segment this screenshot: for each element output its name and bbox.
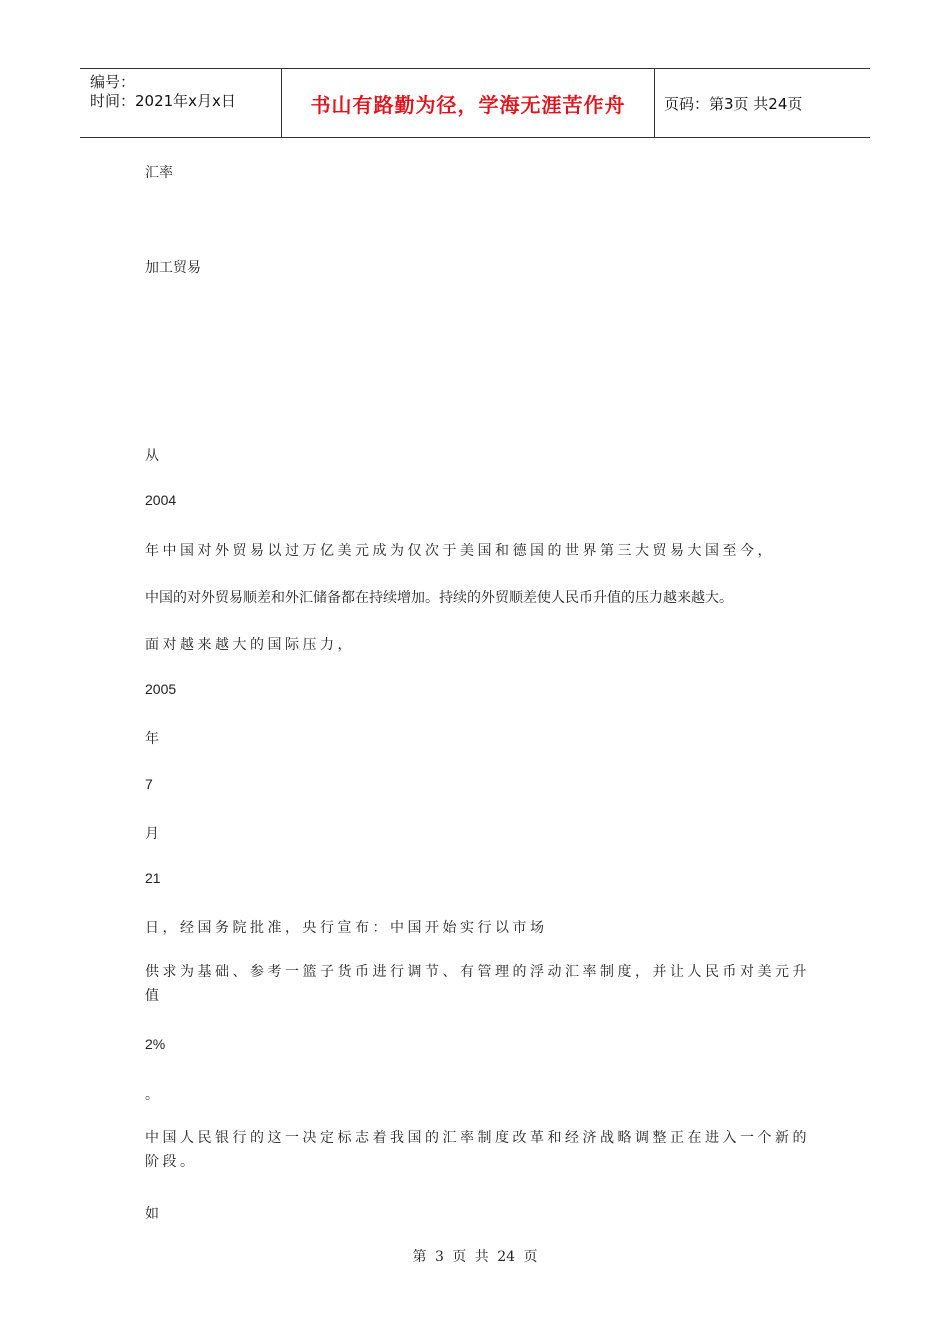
text-line: 日，经国务院批准，央行宣布：中国开始实行以市场	[145, 920, 548, 936]
text-paragraph: 供求为基础、参考一篮子货币进行调节、有管理的浮动汇率制度，并让人民币对美元升值	[145, 964, 810, 1004]
number-label: 编号：	[90, 73, 136, 91]
text-line: 21	[145, 870, 161, 886]
text-line: 年	[145, 731, 159, 747]
text-line: 。	[145, 1087, 159, 1103]
text-line: 2%	[145, 1036, 166, 1052]
text-paragraph: 中国人民银行的这一决定标志着我国的汇率制度改革和经济战略调整正在进入一个新的阶段。	[145, 1130, 810, 1170]
text-line: 2004	[145, 492, 177, 508]
text-line: 面对越来越大的国际压力，	[145, 637, 355, 653]
text-line: 2005	[145, 681, 177, 697]
time-label: 时间：2021年x月x日	[90, 92, 236, 110]
text-line: 7	[145, 776, 153, 792]
text-line: 中国的对外贸易顺差和外汇储备都在持续增加。持续的外贸顺差使人民币升值的压力越来越大。	[145, 590, 733, 606]
text-line: 加工贸易	[145, 260, 201, 276]
page-footer: 第 3 页 共 24 页	[412, 1249, 538, 1265]
header-divider	[654, 69, 655, 137]
text-line: 汇率	[145, 165, 173, 181]
header-motto: 书山有路勤为径，学海无涯苦作舟	[310, 92, 626, 117]
text-line: 年中国对外贸易以过万亿美元成为仅次于美国和德国的世界第三大贸易大国至今，	[145, 543, 775, 559]
header-page-info: 页码：第3页 共24页	[664, 95, 803, 113]
text-line: 从	[145, 448, 159, 464]
header-meta	[90, 73, 236, 111]
text-line: 如	[145, 1206, 159, 1222]
text-line: 月	[145, 826, 159, 842]
page-header	[80, 68, 870, 138]
